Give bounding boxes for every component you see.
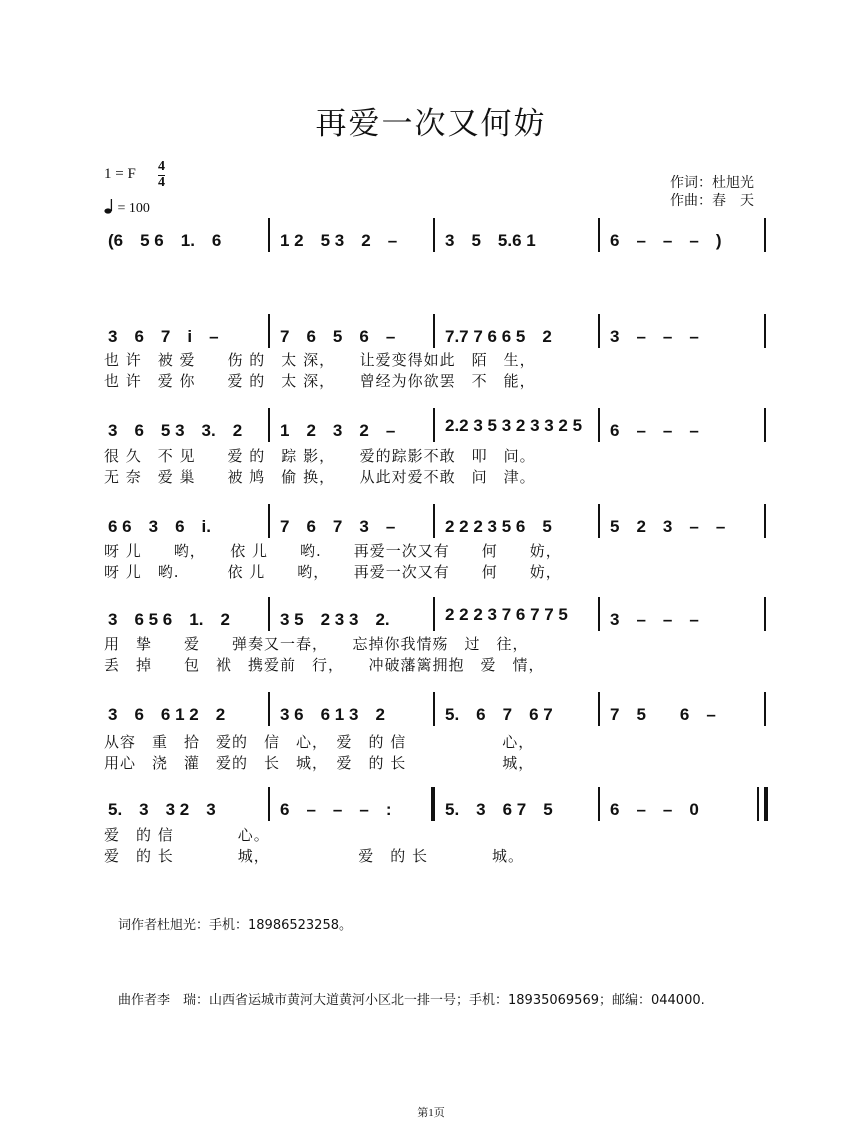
barline [598, 504, 600, 538]
measure: 2 2 2 3 7 6 7 7 5 [445, 605, 568, 624]
lyric-line: 呀 儿 哟. 依 儿 哟， 再爱一次又有 何 妨， [104, 563, 562, 581]
measure: 7 6 5 6 – [280, 327, 396, 346]
measure: 5. 3 3 2 3 [108, 800, 216, 819]
measure: 2 2 2 3 5 6 5 [445, 517, 552, 536]
barline [268, 504, 270, 538]
composer-credit: 作曲：春 天 [670, 193, 754, 209]
lyric-line: 也 许 被 爱 伤 的 太 深， 让爱变得如此 陌 生， [104, 351, 536, 369]
barline [598, 314, 600, 348]
measure: 3 5 5.6 1 [445, 231, 536, 250]
barline [268, 218, 270, 252]
tempo-marking [104, 198, 150, 217]
lyricist-credit: 作词：杜旭光 [670, 175, 754, 191]
barline [433, 504, 435, 538]
measure: 6 6 3 6 i. [108, 517, 211, 536]
key-signature: 1 = F [104, 166, 136, 182]
lyric-line: 从容 重 拾 爱的 信 心， 爱 的 信 心， [104, 733, 535, 751]
quarter-note-icon [104, 198, 114, 214]
lyric-line: 丢 掉 包 袱 携爱前 行， 冲破藩篱拥抱 爱 情， [104, 656, 545, 674]
final-barline-thin [757, 787, 759, 821]
time-signature [158, 160, 165, 191]
measure: 6 – – 0 [610, 800, 699, 819]
measure: 3 – – – [610, 610, 699, 629]
measure: 5. 3 6 7 5 [445, 800, 553, 819]
measure: 7 6 7 3 – [280, 517, 396, 536]
barline [764, 692, 766, 726]
time-signature-top: 4 [158, 159, 165, 174]
barline [433, 314, 435, 348]
lyric-line: 无 奈 爱 巢 被 鸠 偷 换， 从此对爱不敢 问 津。 [104, 468, 536, 486]
measure: 3 6 6 1 3 2 [280, 705, 385, 724]
measure: 7 5 6 – [610, 705, 716, 724]
barline [433, 408, 435, 442]
lyric-line: 用 挚 爱 弹奏又一春， 忘掉你我情殇 过 往， [104, 635, 529, 653]
barline [764, 597, 766, 631]
barline [268, 692, 270, 726]
barline [433, 692, 435, 726]
measure: 6 – – – [610, 421, 699, 440]
barline [268, 597, 270, 631]
barline [268, 408, 270, 442]
barline [764, 504, 766, 538]
time-signature-bottom: 4 [158, 175, 165, 190]
measure: 3 – – – [610, 327, 699, 346]
lyric-line: 爱 的 长 城， 爱 的 长 城。 [104, 847, 525, 865]
lyric-line: 爱 的 信 心。 [104, 826, 270, 844]
measure: 5. 6 7 6 7 [445, 705, 553, 724]
barline [268, 787, 270, 821]
barline [764, 408, 766, 442]
measure: 7.7 7 6 6 5 2 [445, 327, 552, 346]
barline [598, 408, 600, 442]
lyricist-contact: 词作者杜旭光：手机：18986523258。 [118, 918, 352, 933]
barline [268, 314, 270, 348]
tempo-value: = 100 [117, 201, 150, 216]
measure: 1 2 5 3 2 – [280, 231, 398, 250]
measure: 3 5 2 3 3 2. [280, 610, 390, 629]
measure: 6 – – – ) [610, 231, 722, 250]
lyric-line: 也 许 爱 你 爱 的 太 深， 曾经为你欲罢 不 能， [104, 372, 536, 390]
barline [764, 314, 766, 348]
lyric-line: 很 久 不 见 爱 的 踪 影， 爱的踪影不敢 叩 问。 [104, 447, 536, 465]
measure: 3 6 5 3 3. 2 [108, 421, 243, 440]
barline [433, 218, 435, 252]
repeat-barline [431, 787, 434, 821]
barline [764, 787, 768, 821]
measure: 3 6 6 1 2 2 [108, 705, 226, 724]
page-number: 第1页 [417, 1107, 445, 1119]
measure: 6 – – – : [280, 800, 392, 819]
measure: (6 5 6 1. 6 [108, 231, 222, 250]
barline [764, 218, 766, 252]
barline [598, 787, 600, 821]
measure: 5 2 3 – – [610, 517, 726, 536]
barline [433, 597, 435, 631]
composer-contact: 曲作者李 瑞：山西省运城市黄河大道黄河小区北一排一号；手机：18935069569；邮编：044000. [118, 993, 705, 1008]
measure: 3 6 5 6 1. 2 [108, 610, 230, 629]
measure: 2.2 3 5 3 2 3 3 2 5 [445, 416, 583, 435]
song-title: 再爱一次又何妨 [315, 106, 547, 142]
lyric-line: 用心 浇 灌 爱的 长 城， 爱 的 长 城， [104, 754, 535, 772]
barline [598, 597, 600, 631]
barline [598, 692, 600, 726]
measure: 3 6 7 i – [108, 327, 219, 346]
measure: 1 2 3 2 – [280, 421, 396, 440]
barline [598, 218, 600, 252]
lyric-line: 呀 儿 哟， 依 儿 哟. 再爱一次又有 何 妨， [104, 542, 562, 560]
